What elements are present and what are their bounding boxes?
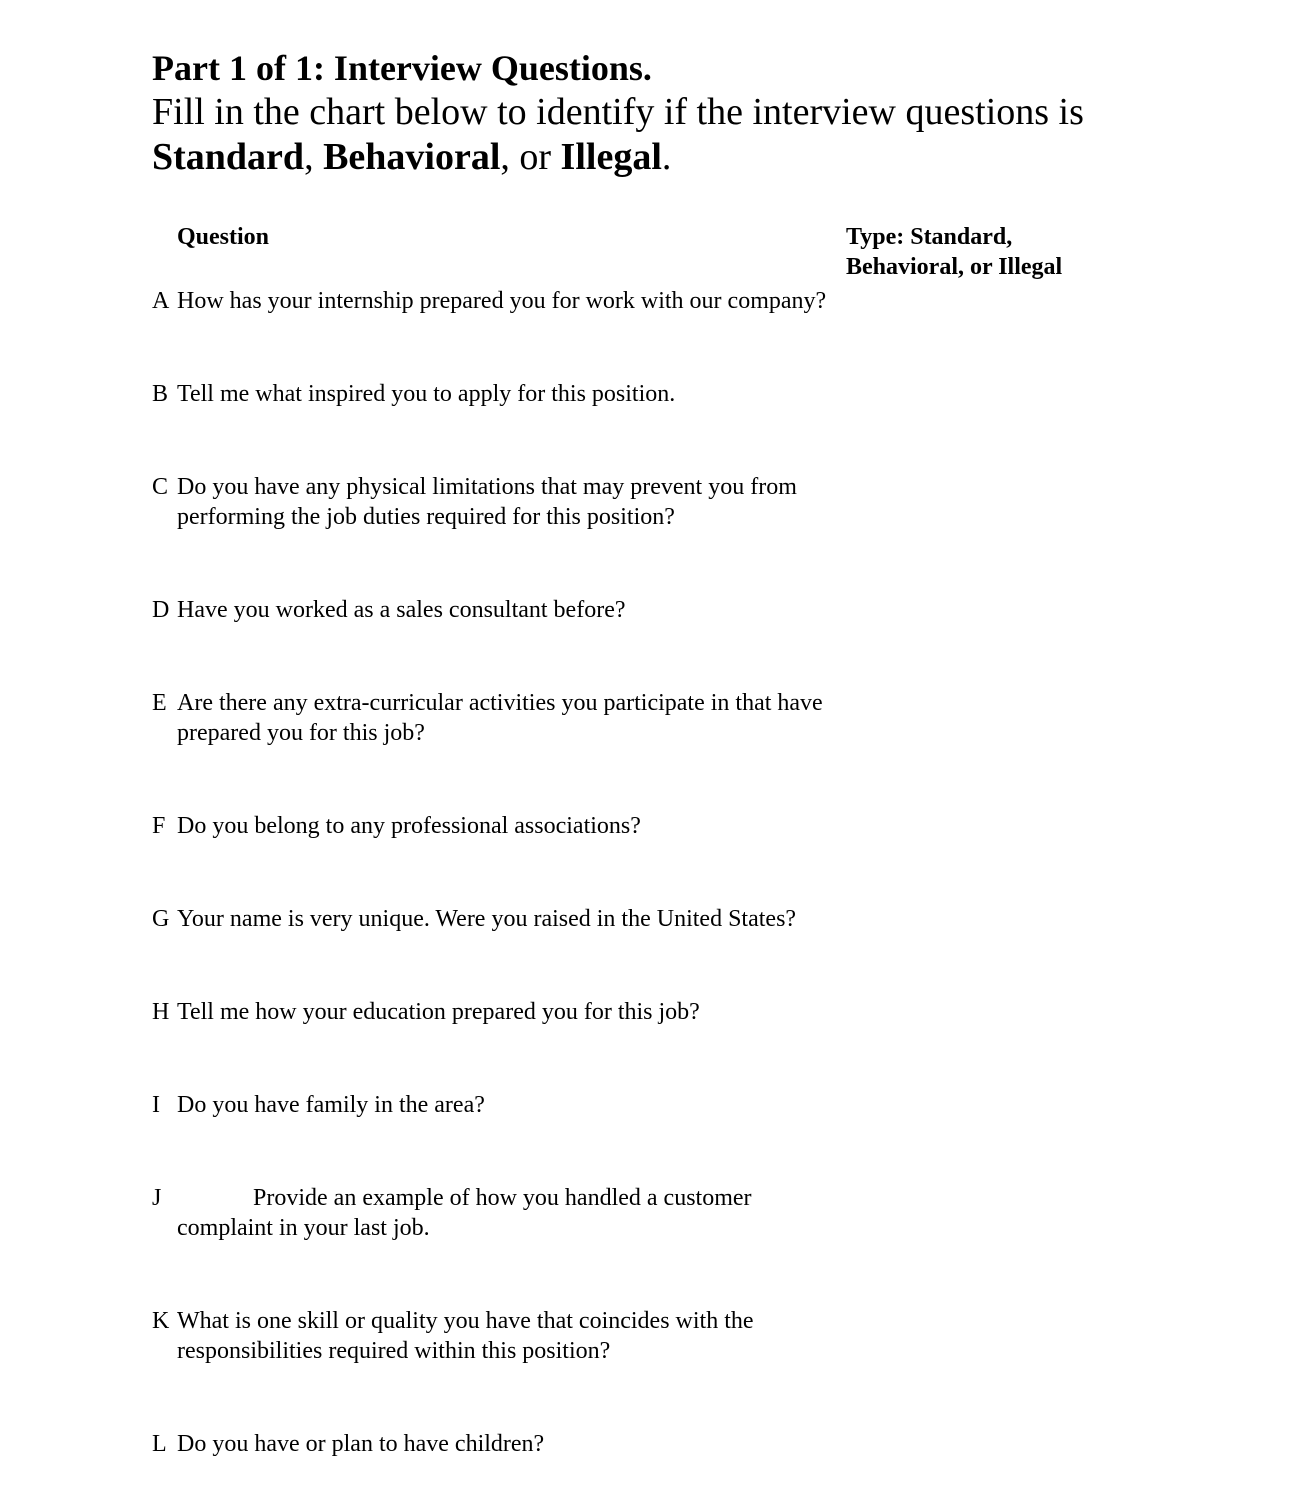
question-text: Do you have or plan to have children? [177, 1431, 545, 1457]
answer-cell[interactable] [837, 595, 1077, 625]
table-row [152, 1429, 1152, 1459]
question-text: Your name is very unique. Were you raised in the United States? [177, 906, 797, 932]
answer-cell[interactable] [837, 688, 1077, 748]
table-row [152, 379, 1152, 409]
question-text: Provide an example of how you handled a customer complaint in your last job. [177, 1185, 752, 1241]
question-text: Do you have any physical limitations that may prevent you from performing the job duties required for this position? [177, 474, 797, 530]
term-standard: Standard [152, 136, 305, 178]
answer-cell[interactable] [837, 1090, 1077, 1120]
row-letter: D [152, 597, 170, 623]
table-row [152, 1183, 1152, 1243]
term-illegal: Illegal [560, 136, 662, 178]
answer-cell[interactable] [837, 997, 1077, 1027]
row-letter: G [152, 906, 170, 932]
question-text: How has your internship prepared you for work with our company? [177, 288, 827, 314]
answer-cell[interactable] [837, 1429, 1077, 1459]
table-row [152, 286, 1152, 316]
instructions [152, 90, 1152, 180]
question-text: Have you worked as a sales consultant before? [177, 597, 626, 623]
page-title: Part 1 of 1: Interview Questions. [152, 48, 652, 88]
separator: , [304, 136, 324, 178]
row-letter: H [152, 999, 170, 1025]
row-letter: A [152, 288, 170, 314]
answer-cell[interactable] [837, 1183, 1077, 1243]
answer-cell[interactable] [837, 1306, 1077, 1366]
table-row [152, 1306, 1152, 1366]
question-text: Tell me what inspired you to apply for this position. [177, 381, 676, 407]
row-letter: J [152, 1185, 162, 1211]
row-letter: I [152, 1092, 160, 1118]
table-row [152, 1090, 1152, 1120]
questions-table [152, 222, 1152, 1459]
row-letter: B [152, 381, 169, 407]
answer-cell[interactable] [837, 811, 1077, 841]
separator: , or [500, 136, 561, 178]
column-header-type: Type: Standard, Behavioral, or Illegal [846, 224, 1063, 280]
row-letter: E [152, 690, 167, 716]
table-header [152, 222, 1152, 286]
question-text: Do you belong to any professional associations? [177, 813, 641, 839]
answer-cell[interactable] [837, 904, 1077, 934]
table-row [152, 811, 1152, 841]
table-row [152, 688, 1152, 748]
column-header-question: Question [177, 224, 270, 250]
table-row [152, 904, 1152, 934]
answer-cell[interactable] [837, 286, 1077, 316]
row-letter: C [152, 474, 169, 500]
table-row [152, 997, 1152, 1027]
table-row [152, 472, 1152, 532]
row-letter: F [152, 813, 166, 839]
answer-cell[interactable] [837, 379, 1077, 409]
page-header [152, 46, 1152, 180]
instructions-text: Fill in the chart below to identify if the interview questions is [152, 91, 1084, 133]
question-text: Do you have family in the area? [177, 1092, 485, 1118]
question-text: Are there any extra-curricular activities you participate in that have prepared you for this job? [177, 690, 823, 746]
table-row [152, 595, 1152, 625]
row-letter: K [152, 1308, 170, 1334]
question-text: What is one skill or quality you have that coincides with the responsibilities required within this position? [177, 1308, 754, 1364]
period: . [661, 136, 672, 178]
row-letter: L [152, 1431, 167, 1457]
term-behavioral: Behavioral [323, 136, 501, 178]
answer-cell[interactable] [837, 472, 1077, 532]
question-text: Tell me how your education prepared you for this job? [177, 999, 700, 1025]
